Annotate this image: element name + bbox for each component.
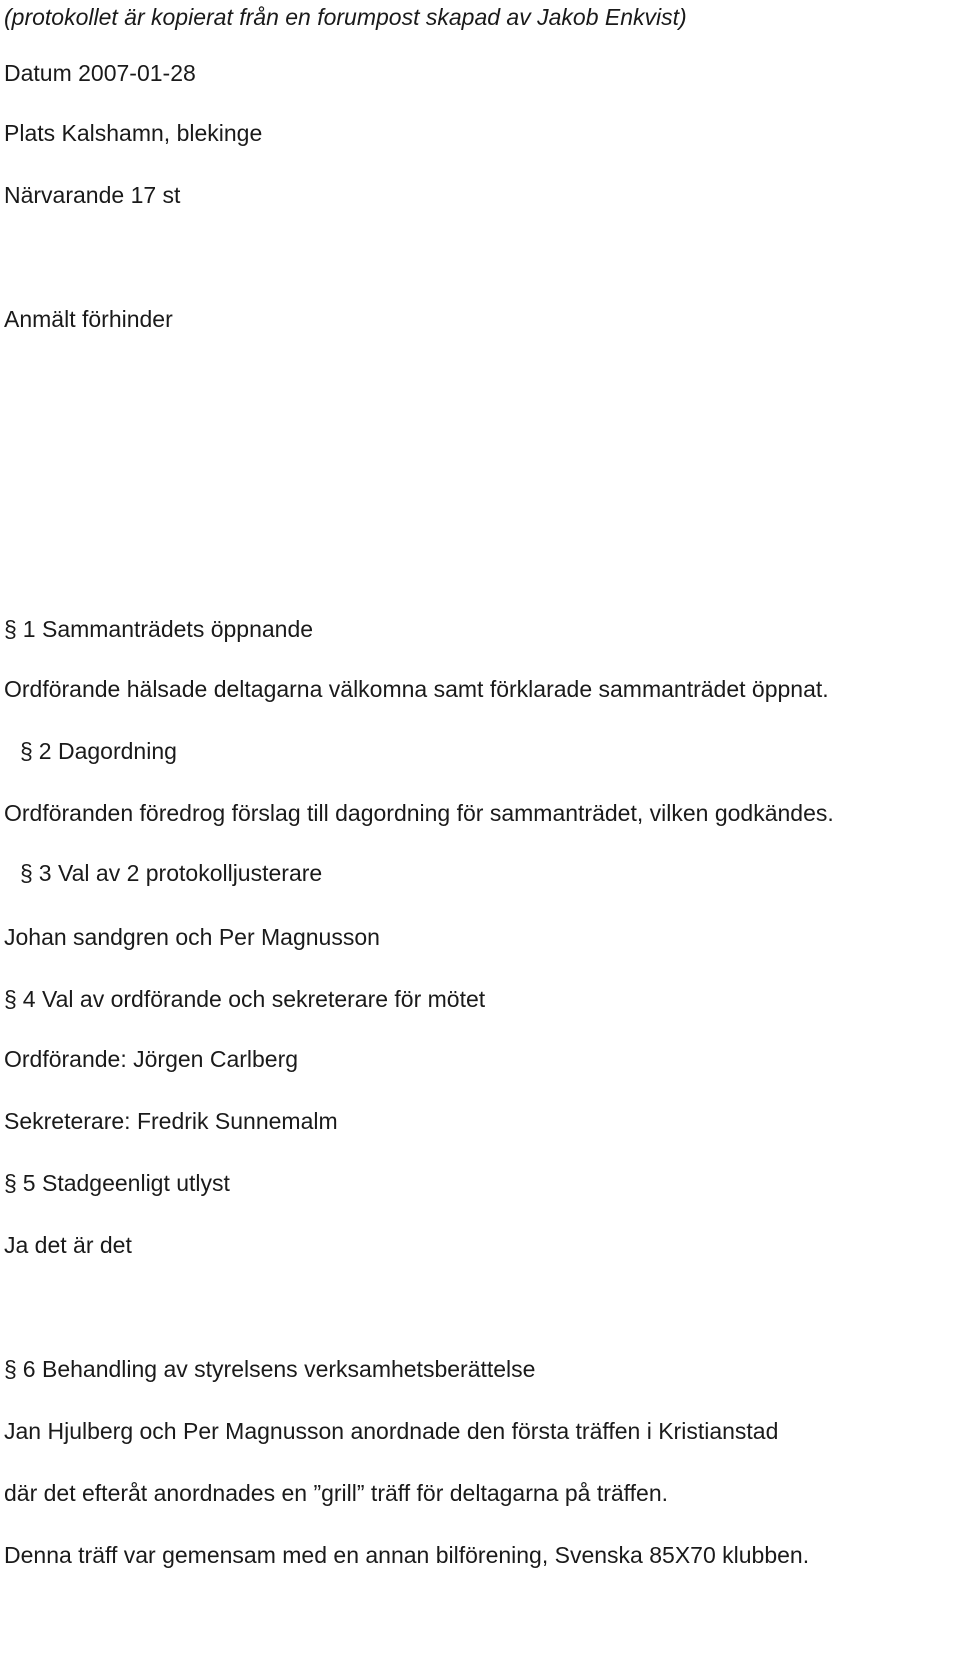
meeting-date: Datum 2007-01-28 bbox=[4, 60, 196, 86]
section-3-title: 3 Val av 2 protokolljusterare bbox=[38, 860, 323, 886]
section-6-text-3: Denna träff var gemensam med en annan bilförening, Svenska 85X70 klubben. bbox=[4, 1542, 810, 1568]
section-2-title: 2 Dagordning bbox=[38, 738, 177, 764]
section-symbol: § bbox=[4, 1356, 17, 1382]
section-symbol: § bbox=[4, 616, 17, 642]
section-1-title: 1 Sammanträdets öppnande bbox=[22, 616, 314, 642]
section-4-heading bbox=[4, 984, 485, 1014]
section-1-heading bbox=[4, 614, 313, 644]
section-4-secretary: Sekreterare: Fredrik Sunnemalm bbox=[4, 1108, 338, 1134]
section-2-text: Ordföranden föredrog förslag till dagordning för sammanträdet, vilken godkändes. bbox=[4, 800, 834, 826]
section-3-text: Johan sandgren och Per Magnusson bbox=[4, 924, 380, 950]
attendance: Närvarande 17 st bbox=[4, 182, 181, 208]
section-4-chair: Ordförande: Jörgen Carlberg bbox=[4, 1046, 299, 1072]
section-4-title: 4 Val av ordförande och sekreterare för mötet bbox=[22, 986, 486, 1012]
section-2-heading bbox=[20, 736, 177, 766]
section-symbol: § bbox=[4, 1170, 17, 1196]
section-6-title: 6 Behandling av styrelsens verksamhetsberättelse bbox=[22, 1356, 536, 1382]
source-note: (protokollet är kopierat från en forumpost skapad av Jakob Enkvist) bbox=[4, 4, 687, 30]
section-5-text: Ja det är det bbox=[4, 1232, 132, 1258]
section-6-heading bbox=[4, 1354, 535, 1384]
section-5-heading bbox=[4, 1168, 230, 1198]
section-6-text-1: Jan Hjulberg och Per Magnusson anordnade den första träffen i Kristianstad bbox=[4, 1418, 779, 1444]
section-symbol: § bbox=[20, 860, 33, 886]
section-5-title: 5 Stadgeenligt utlyst bbox=[22, 1170, 230, 1196]
absence-heading: Anmält förhinder bbox=[4, 306, 173, 332]
section-1-text: Ordförande hälsade deltagarna välkomna samt förklarade sammanträdet öppnat. bbox=[4, 676, 829, 702]
section-symbol: § bbox=[20, 738, 33, 764]
section-3-heading bbox=[20, 858, 322, 888]
section-symbol: § bbox=[4, 986, 17, 1012]
section-6-text-2: där det efteråt anordnades en ”grill” träff för deltagarna på träffen. bbox=[4, 1480, 669, 1506]
meeting-place: Plats Kalshamn, blekinge bbox=[4, 120, 263, 146]
